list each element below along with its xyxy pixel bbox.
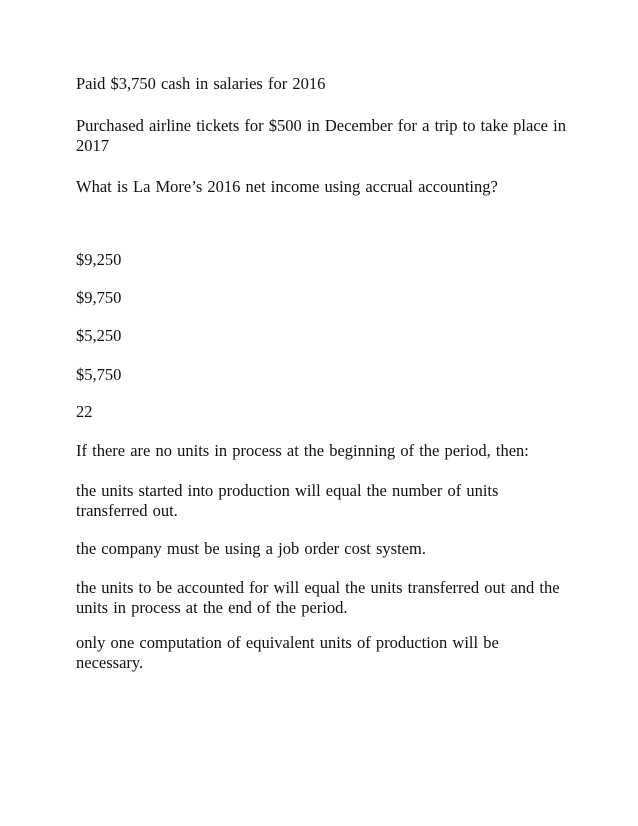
question-number: 22 — [76, 402, 93, 421]
answer-option-1: $9,250 — [76, 250, 122, 269]
answer-option-c: the units to be accounted for will equal the units transferred out and the units in process at the end of the period. — [76, 578, 560, 617]
answer-option-a: the units started into production will equal the number of units transferred out. — [76, 481, 499, 520]
question-net-income: What is La More’s 2016 net income using accrual accounting? — [76, 177, 498, 196]
paragraph-airline-tickets: Purchased airline tickets for $500 in December for a trip to take place in 2017 — [76, 116, 566, 155]
answer-option-4: $5,750 — [76, 365, 122, 384]
question-units-in-process: If there are no units in process at the beginning of the period, then: — [76, 441, 529, 460]
answer-option-d: only one computation of equivalent units of production will be necessary. — [76, 633, 499, 672]
paragraph-salaries: Paid $3,750 cash in salaries for 2016 — [76, 74, 326, 93]
answer-option-3: $5,250 — [76, 326, 122, 345]
answer-option-2: $9,750 — [76, 288, 122, 307]
answer-option-b: the company must be using a job order cost system. — [76, 539, 426, 558]
